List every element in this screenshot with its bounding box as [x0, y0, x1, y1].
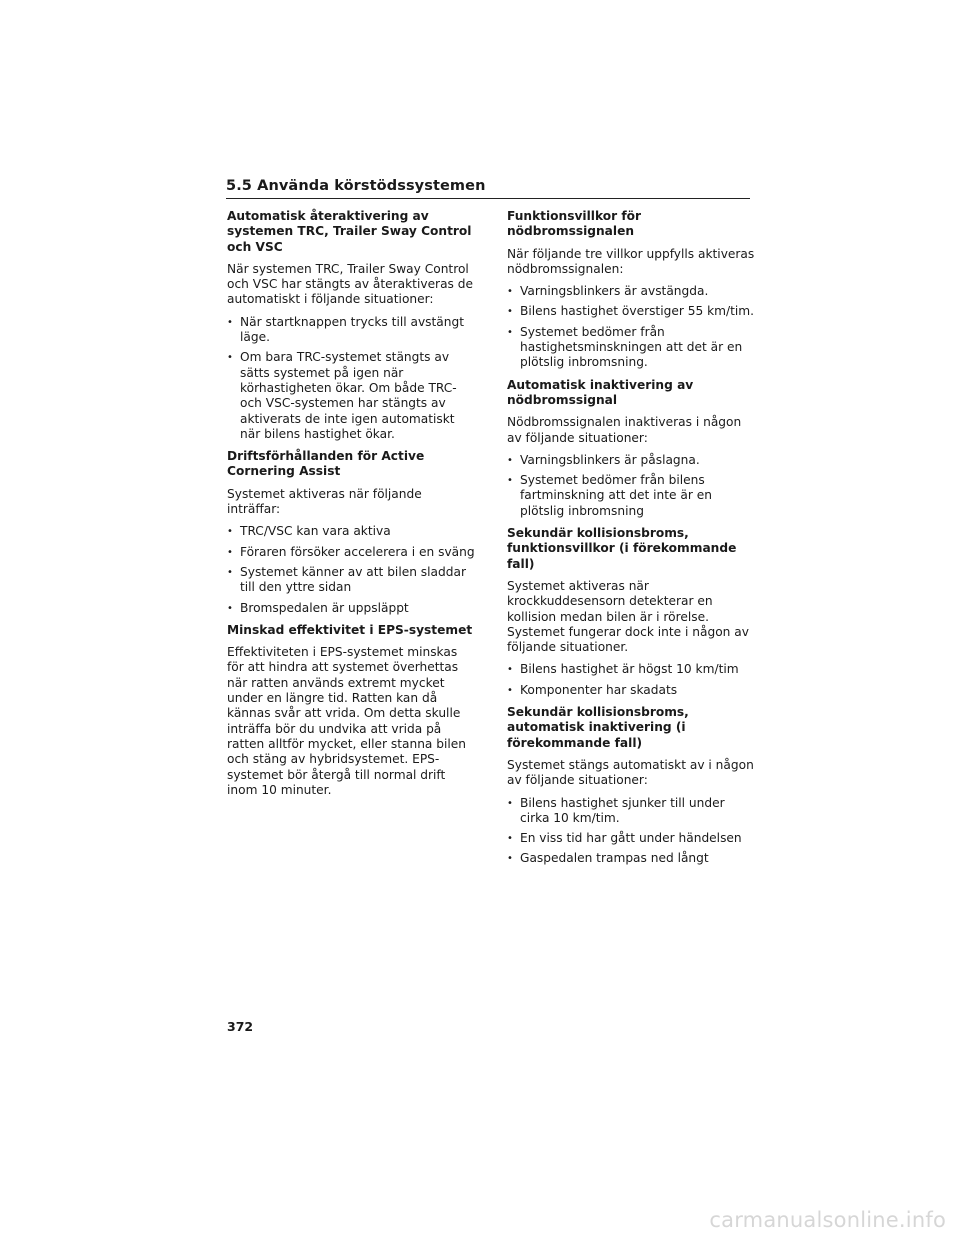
watermark: carmanualsonline.info [709, 1208, 946, 1232]
list-item: • En viss tid har gått under händelsen [507, 831, 755, 846]
heading-active-cornering: Driftsförhållanden för Active Cornering Assist [227, 449, 425, 479]
paragraph-signal-deactivation: Nödbromssignalen inaktiveras i någon av följande situationer: [507, 415, 742, 445]
page-number: 372 [227, 1019, 254, 1034]
list-item: • TRC/VSC kan vara aktiva [227, 524, 475, 539]
list-item: • Bilens hastighet är högst 10 km/tim [507, 662, 755, 677]
paragraph-secondary-collision-brake: Systemet aktiveras när krockkuddesensorn detekterar en kollision medan bilen är i rörelse. Systemet fungerar dock inte i någon av följande situationer. [507, 578, 749, 655]
list-item: • Bilens hastighet sjunker till under cirka 10 km/tim. [507, 796, 755, 827]
list-item: • Om bara TRC-systemet stängts av sätts systemet på igen när körhastigheten ökar. Om både TRC- och VSC-systemen har stängts av aktiverats de inte igen automatiskt när bilens hastighet ökar. [227, 350, 475, 442]
list-item: • Varningsblinkers är påslagna. [507, 453, 755, 468]
list-item: • Bilens hastighet överstiger 55 km/tim. [507, 304, 755, 319]
heading-eps: Minskad effektivitet i EPS-systemet [227, 622, 473, 637]
list-item: • Systemet bedömer från hastighetsminskningen att det är en plötslig inbromsning. [507, 325, 755, 371]
paragraph-active-cornering: Systemet aktiveras när följande inträffar: [227, 486, 422, 517]
bullet-list-active-cornering [227, 524, 475, 615]
list-item: • Bromspedalen är uppsläppt [227, 601, 475, 616]
list-item: • Varningsblinkers är avstängda. [507, 284, 755, 299]
section-header [226, 178, 750, 199]
paragraph-eps: Effektiviteten i EPS-systemet minskas för att hindra att systemet överhettas när ratten används extremt mycket under en längre tid. Ratten kan då kännas svår att vrida. Om detta skulle inträffa bör du undvika att vrida på ratten alltför mycket, eller stanna bilen och stäng av hybridsystemet. EPS-systemet bör återgå till normal drift inom 10 minuter. [227, 645, 466, 797]
heading-secondary-collision-brake: Sekundär kollisionsbroms, funktionsvillkor (i förekommande fall) [507, 526, 737, 571]
heading-emergency-brake-signal: Funktionsvillkor för nödbromssignalen [507, 209, 642, 239]
list-item: • Systemet känner av att bilen sladdar till den yttre sidan [227, 565, 475, 596]
paragraph-emergency-brake-signal: När följande tre villkor uppfylls aktiveras nödbromssignalen: [507, 246, 755, 276]
list-item: • Gaspedalen trampas ned långt [507, 851, 755, 866]
list-item: • Systemet bedömer från bilens fartminskning att det inte är en plötslig inbromsning [507, 473, 755, 519]
list-item: • Komponenter har skadats [507, 683, 755, 698]
section-title: 5.5 Använda körstödssystemen [226, 178, 486, 194]
list-item: • När startknappen trycks till avstängt läge. [227, 315, 475, 346]
heading-collision-brake-deactivation: Sekundär kollisionsbroms, automatisk inaktivering (i förekommande fall) [507, 705, 689, 750]
bullet-list-signal-deactivation [507, 453, 755, 519]
heading-reactivation: Automatisk återaktivering av systemen TRC, Trailer Sway Control och VSC [227, 209, 472, 254]
heading-signal-deactivation: Automatisk inaktivering av nödbromssignal [507, 377, 694, 407]
bullet-list-reactivation [227, 315, 475, 442]
list-item: • Föraren försöker accelerera i en sväng [227, 545, 475, 560]
paragraph-collision-brake-deactivation: Systemet stängs automatiskt av i någon av följande situationer: [507, 757, 754, 788]
bullet-list-collision-brake-deactivation [507, 796, 755, 867]
bullet-list-emergency-brake-signal [507, 284, 755, 370]
left-column [227, 209, 475, 805]
bullet-list-secondary-collision-brake [507, 662, 755, 698]
right-column [507, 209, 755, 874]
paragraph-reactivation: När systemen TRC, Trailer Sway Control och VSC har stängts av återaktiveras de automatiskt i följande situationer: [227, 261, 473, 307]
